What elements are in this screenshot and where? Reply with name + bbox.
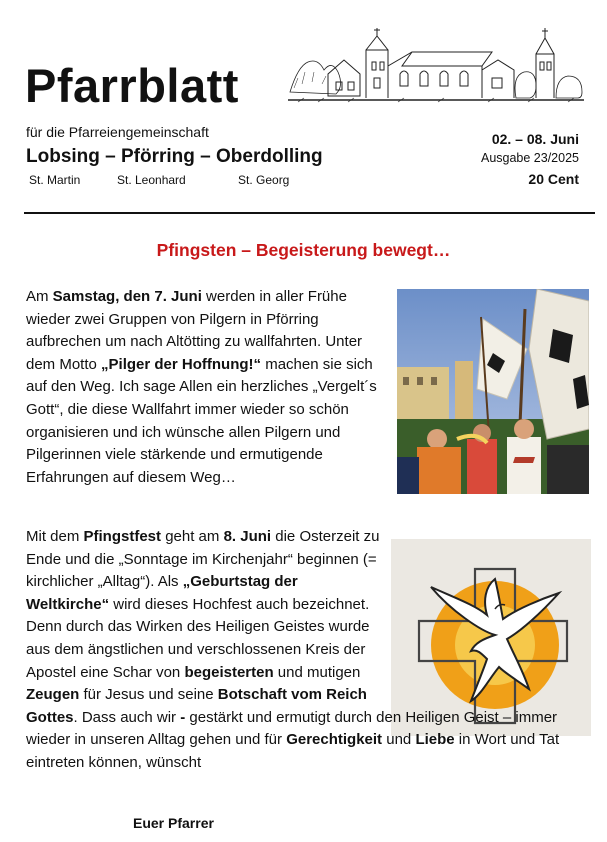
parish-names: Lobsing – Pförring – Oberdolling [26,146,323,167]
saint-label: St. Leonhard [117,173,186,187]
saint-label: St. Martin [29,173,81,187]
text-run: und mutigen [273,663,361,681]
bold-text-run: Gerechtigkeit [286,731,383,749]
issue-price: 20 Cent [528,171,579,187]
image-wrap-space [381,526,586,686]
masthead-subtitle: für die Pfarreiengemeinschaft [26,124,209,140]
text-run: und [382,731,416,749]
church-sketch-illustration [288,22,584,104]
bold-text-run: 8. Juni [223,528,272,545]
bold-text-run: „Geburtstag der Weltkirche“ [26,573,298,613]
issue-dates: 02. – 08. Juni [491,131,579,147]
saint-label: St. Georg [238,173,290,187]
bold-text-run: Botschaft vom Reich Gottes [26,686,367,726]
bold-text-run: begeisterten [184,663,274,681]
bold-text-run: Zeugen [26,686,80,704]
text-run: in Wort und Tat eintreten können, wünscht [26,731,560,771]
bold-text-run: Liebe [415,731,455,749]
text-run: gestärkt und ermutigt durch den Heiligen Geist – immer wieder in unseren Alltag gehen und für [26,708,558,749]
text-run: Am [26,288,53,305]
paragraph-pentecost [26,526,586,775]
masthead-divider [24,212,595,214]
text-run: geht am [161,528,224,545]
text-run: wird dieses Hochfest auch bezeichnet. Denn durch das Wirken des Heiligen Geistes wurde aus dem ängstlichen und verschlossenen Kreis der Apostel eine Schar von [26,595,370,681]
bold-text-run: Samstag, den 7. Juni [52,288,202,305]
issue-number: Ausgabe 23/2025 [480,151,579,165]
text-run: Mit dem [26,528,84,545]
bold-text-run: - [180,708,186,726]
text-run: werden in aller Frühe wieder zwei Gruppen von Pilgern in Pförring aufbrechen um nach Altötting zu wallfahrten. Unter dem Motto [26,288,363,373]
bold-text-run: „Pilger der Hoffnung!“ [101,355,262,373]
text-run: machen sie sich auf den Weg. Ich sage Allen ein herzliches „Vergelt´s Gott“, die diese Wallfahrt immer wieder so schön organisieren und ich wünsche allen Pilgern und Pilgerinnen viele stärkende und ermutigende Erfahrungen auf diesem Weg… [26,355,377,486]
bold-text-run: Pfingstfest [83,528,162,545]
text-run: . Dass auch wir [73,708,181,726]
signature: Euer Pfarrer [133,815,214,831]
text-run: die Osterzeit zu Ende und die „Sonntage im Kirchenjahr“ beginnen (= kirchlicher „Alltag“). Als [26,528,380,591]
article-headline: Pfingsten – Begeisterung bewegt… [156,240,451,260]
text-run: für Jesus und seine [79,686,218,704]
pilgrim-procession-photo [397,289,589,494]
paragraph-pilgrimage [26,286,378,489]
masthead-title: Pfarrblatt [25,59,239,112]
